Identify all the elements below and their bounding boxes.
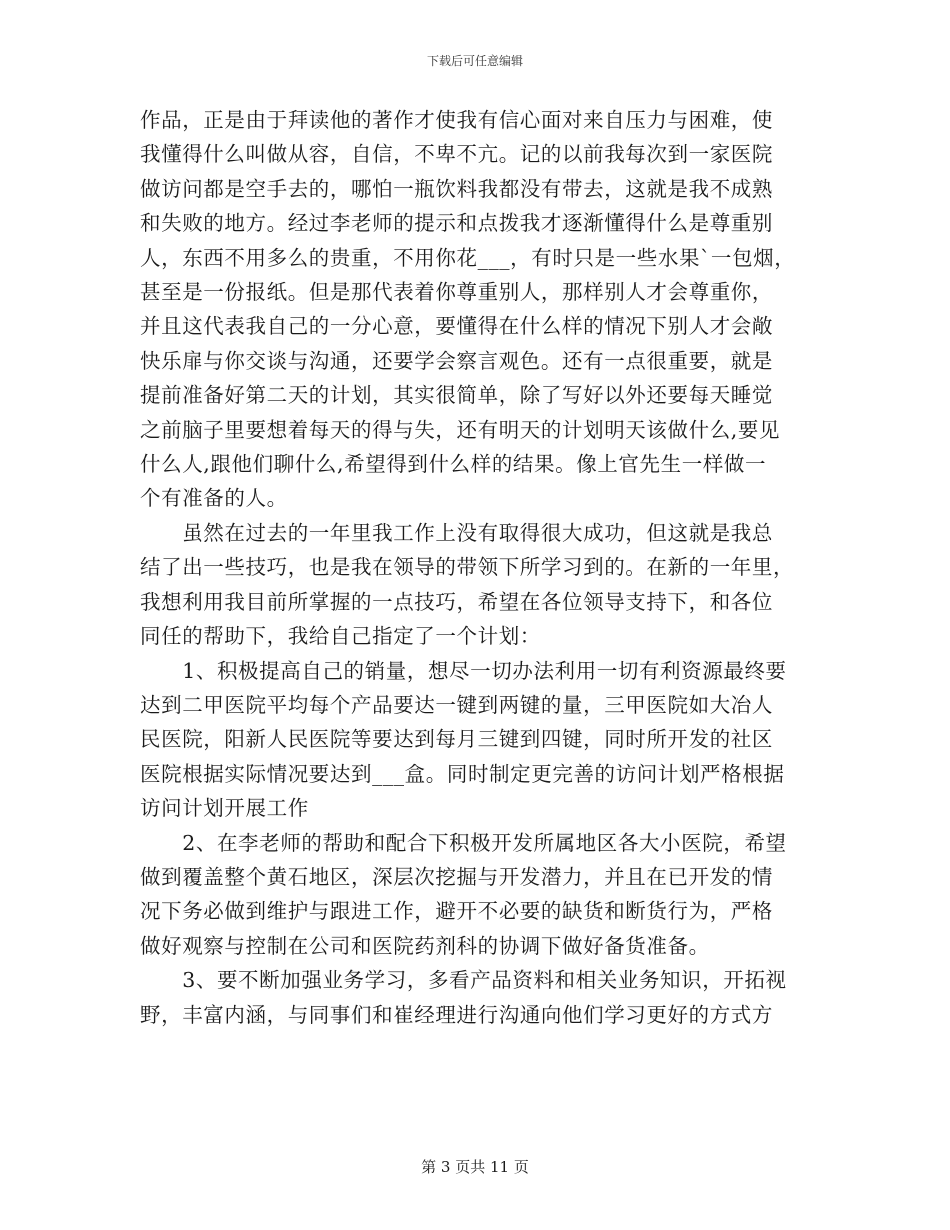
paragraph-2: 虽然在过去的一年里我工作上没有取得很大成功，但这就是我总 结了出一些技巧，也是我在领导的带领下所学习到的。在新的一年里， 我想利用我目前所掌握的一点技巧，希望在各位领导支持下，和各位 同任的帮助下，我给自己指定了一个计划： (140, 520, 795, 649)
page-number: 第 3 页共 11 页 (421, 1158, 529, 1176)
paragraph-5: 3、要不断加强业务学习，多看产品资料和相关业务知识，开拓视 野，丰富内涵，与同事们和崔经理进行沟通向他们学习更好的方式方 (140, 968, 787, 1027)
document-body (140, 103, 812, 1032)
page-header: 下载后可任意编辑 (426, 54, 523, 68)
paragraph-3: 1、积极提高自己的销量，想尽一切办法利用一切有利资源最终要 达到二甲医院平均每个产品要达一键到两键的量，三甲医院如大冶人 民医院，阳新人民医院等要达到每月三键到四键，同时所开发的社区 医院根据实际情况要达到___盒。同时制定更完善的访问计划严格根据 访问计划开展工作 (140, 658, 787, 821)
paragraph-4: 2、在李老师的帮助和配合下积极开发所属地区各大小医院，希望 做到覆盖整个黄石地区，深层次挖掘与开发潜力，并且在已开发的情 况下务必做到维护与跟进工作，避开不必要的缺货和断货行为，严格 做好观察与控制在公司和医院药剂科的协调下做好备货准备。 (140, 830, 787, 958)
paragraph-1: 作品，正是由于拜读他的著作才使我有信心面对来自压力与困难，使 我懂得什么叫做从容，自信，不卑不亢。记的以前我每次到一家医院 做访问都是空手去的，哪怕一瓶饮料我都没有带去，这就是我不成熟 和失败的地方。经过李老师的提示和点拨我才逐渐懂得什么是尊重别 人，东西不用多么的贵重，不用你花___，有时只是一些水果`一包烟， 甚至是一份报纸。但是那代表着你尊重别人，那样别人才会尊重你， 并且这代表我自己的一分心意，要懂得在什么样的情况下别人才会敞 快乐扉与你交谈与沟通，还要学会察言观色。还有一点很重要，就是 提前准备好第二天的计划，其实很简单，除了写好以外还要每天睡觉 之前脑子里要想着每天的得与失，还有明天的计划明天该做什么,要见 什么人,跟他们聊什么,希望得到什么样的结果。像上官先生一样做一 个有准备的人。 (140, 108, 796, 511)
